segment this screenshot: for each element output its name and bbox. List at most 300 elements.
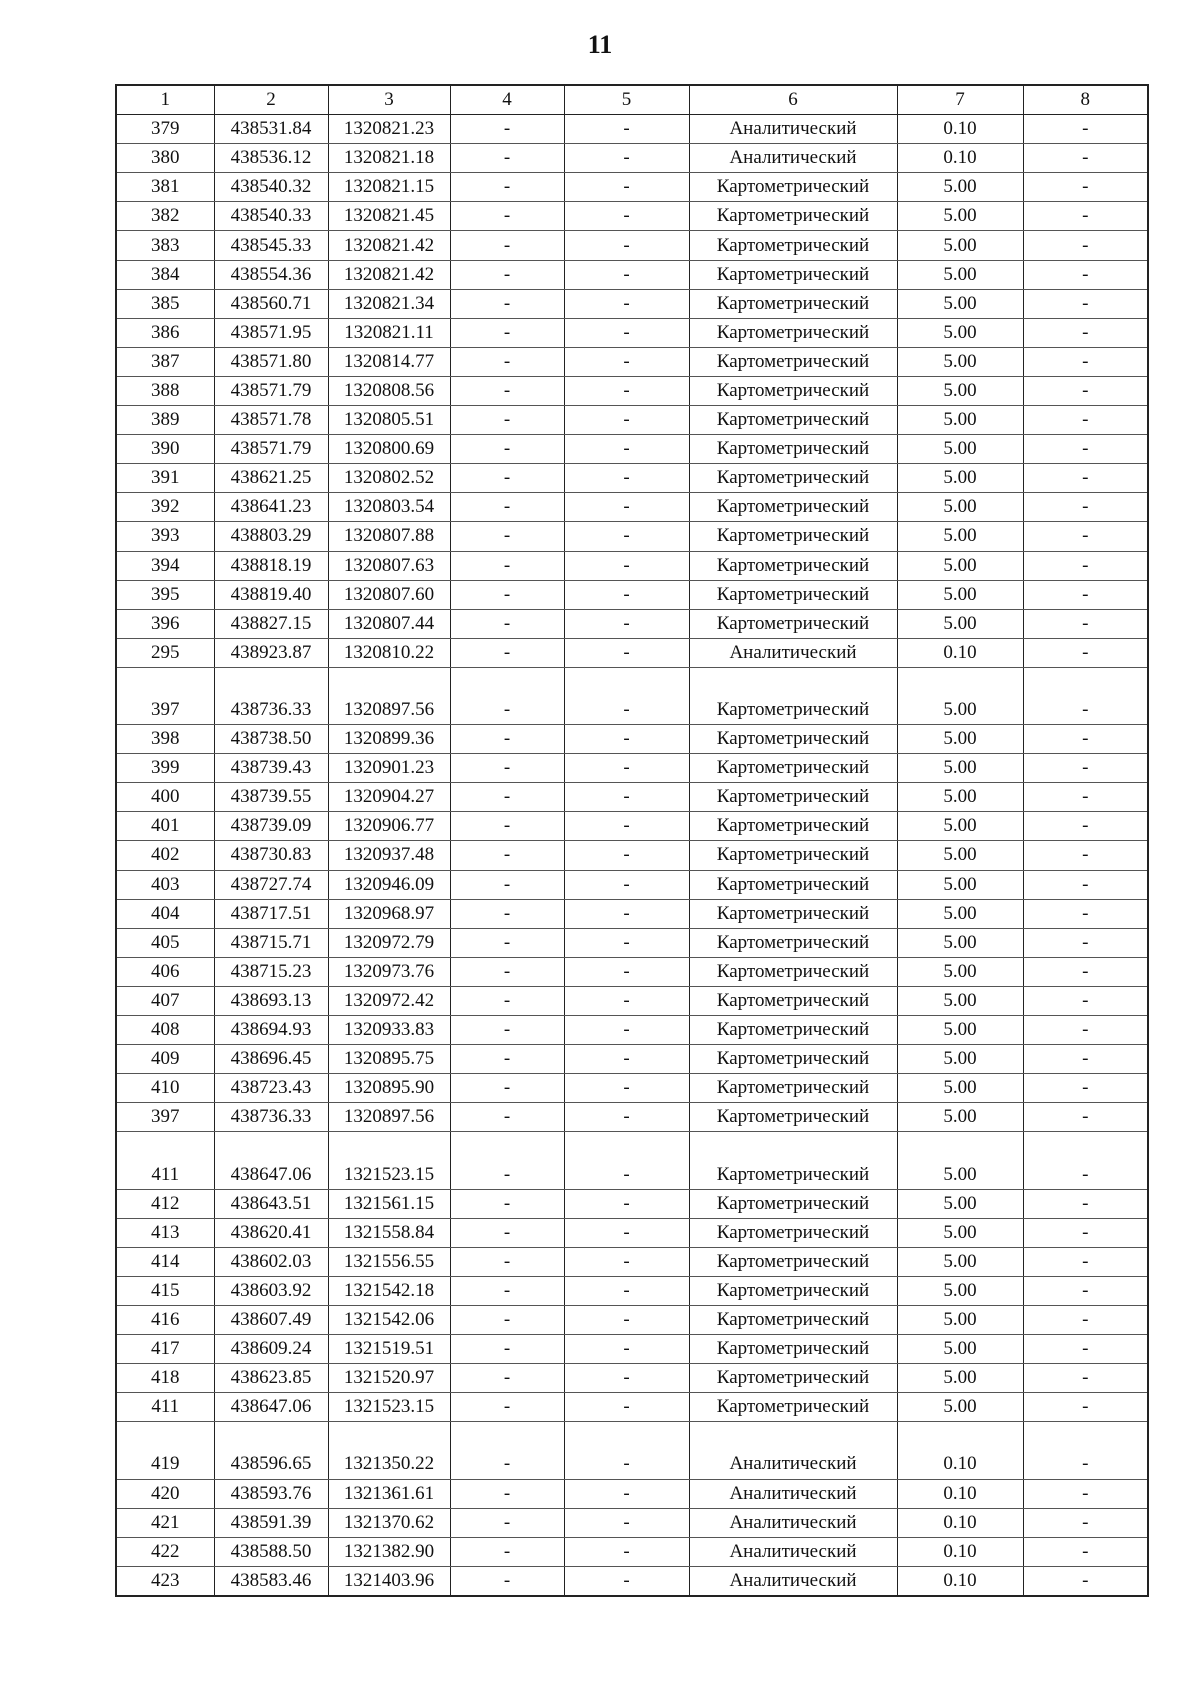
cell-accuracy: 5.00 bbox=[897, 464, 1023, 493]
table-row bbox=[116, 464, 1148, 493]
cell-y-coordinate: 1320821.11 bbox=[328, 318, 450, 347]
cell-x-coordinate: 438545.33 bbox=[214, 231, 328, 260]
header-cell-3: 3 bbox=[328, 85, 450, 115]
cell-point-number: 409 bbox=[116, 1045, 214, 1074]
cell-col-5: - bbox=[564, 725, 689, 754]
cell-col-5: - bbox=[564, 1537, 689, 1566]
cell-point-number: 380 bbox=[116, 144, 214, 173]
cell-col-4: - bbox=[450, 696, 564, 725]
cell-accuracy: 5.00 bbox=[897, 1364, 1023, 1393]
blank-separator-row bbox=[116, 1132, 1148, 1161]
table-row bbox=[116, 1335, 1148, 1364]
cell-col-8: - bbox=[1023, 609, 1148, 638]
table-row bbox=[116, 783, 1148, 812]
cell-col-8: - bbox=[1023, 173, 1148, 202]
cell-col-8: - bbox=[1023, 1450, 1148, 1479]
cell-x-coordinate: 438739.55 bbox=[214, 783, 328, 812]
cell-x-coordinate: 438554.36 bbox=[214, 260, 328, 289]
cell-col-5: - bbox=[564, 1450, 689, 1479]
cell-col-8: - bbox=[1023, 1508, 1148, 1537]
cell-col-5: - bbox=[564, 144, 689, 173]
cell-y-coordinate: 1321556.55 bbox=[328, 1247, 450, 1276]
cell-method: Картометрический bbox=[689, 1393, 897, 1422]
cell-method: Картометрический bbox=[689, 347, 897, 376]
cell-col-4: - bbox=[450, 260, 564, 289]
cell-point-number: 397 bbox=[116, 1103, 214, 1132]
cell-x-coordinate: 438643.51 bbox=[214, 1189, 328, 1218]
table-row bbox=[116, 638, 1148, 667]
cell-col-4: - bbox=[450, 289, 564, 318]
cell-col-8: - bbox=[1023, 1016, 1148, 1045]
cell-accuracy: 5.00 bbox=[897, 841, 1023, 870]
cell-x-coordinate: 438696.45 bbox=[214, 1045, 328, 1074]
cell-col-4: - bbox=[450, 406, 564, 435]
table-row bbox=[116, 841, 1148, 870]
cell-col-4: - bbox=[450, 1508, 564, 1537]
cell-col-8: - bbox=[1023, 1335, 1148, 1364]
cell-method: Картометрический bbox=[689, 522, 897, 551]
cell-col-4 bbox=[450, 1132, 564, 1161]
cell-y-coordinate: 1320807.44 bbox=[328, 609, 450, 638]
cell-y-coordinate: 1320821.45 bbox=[328, 202, 450, 231]
table-row bbox=[116, 522, 1148, 551]
cell-y-coordinate: 1320807.63 bbox=[328, 551, 450, 580]
cell-method: Картометрический bbox=[689, 376, 897, 405]
cell-col-4 bbox=[450, 1422, 564, 1451]
cell-method: Картометрический bbox=[689, 1189, 897, 1218]
header-cell-8: 8 bbox=[1023, 85, 1148, 115]
cell-method: Картометрический bbox=[689, 260, 897, 289]
table-row bbox=[116, 1450, 1148, 1479]
cell-col-5: - bbox=[564, 1364, 689, 1393]
cell-col-4: - bbox=[450, 1450, 564, 1479]
cell-method: Картометрический bbox=[689, 725, 897, 754]
cell-col-5: - bbox=[564, 783, 689, 812]
cell-col-4: - bbox=[450, 1364, 564, 1393]
cell-col-8: - bbox=[1023, 1537, 1148, 1566]
cell-col-5: - bbox=[564, 231, 689, 260]
cell-method: Аналитический bbox=[689, 115, 897, 144]
cell-col-5: - bbox=[564, 754, 689, 783]
cell-y-coordinate: 1320821.42 bbox=[328, 260, 450, 289]
blank-separator-row bbox=[116, 667, 1148, 696]
cell-method: Картометрический bbox=[689, 580, 897, 609]
cell-method: Картометрический bbox=[689, 1247, 897, 1276]
cell-col-4: - bbox=[450, 231, 564, 260]
cell-method: Картометрический bbox=[689, 754, 897, 783]
cell-point-number: 381 bbox=[116, 173, 214, 202]
cell-accuracy: 5.00 bbox=[897, 435, 1023, 464]
cell-method: Картометрический bbox=[689, 1305, 897, 1334]
cell-method: Картометрический bbox=[689, 986, 897, 1015]
cell-x-coordinate: 438647.06 bbox=[214, 1393, 328, 1422]
cell-col-8: - bbox=[1023, 1305, 1148, 1334]
cell-method: Аналитический bbox=[689, 1566, 897, 1596]
table-row bbox=[116, 725, 1148, 754]
table-row bbox=[116, 754, 1148, 783]
cell-col-4: - bbox=[450, 1335, 564, 1364]
cell-point-number: 403 bbox=[116, 870, 214, 899]
cell-y-coordinate: 1320968.97 bbox=[328, 899, 450, 928]
cell-col-8: - bbox=[1023, 435, 1148, 464]
cell-x-coordinate: 438803.29 bbox=[214, 522, 328, 551]
cell-y-coordinate: 1321542.06 bbox=[328, 1305, 450, 1334]
cell-col-4: - bbox=[450, 1537, 564, 1566]
cell-point-number: 394 bbox=[116, 551, 214, 580]
cell-method: Картометрический bbox=[689, 696, 897, 725]
table-body bbox=[116, 115, 1148, 1596]
cell-point-number: 411 bbox=[116, 1160, 214, 1189]
cell-y-coordinate: 1320821.42 bbox=[328, 231, 450, 260]
cell-y-coordinate: 1320810.22 bbox=[328, 638, 450, 667]
cell-accuracy: 5.00 bbox=[897, 725, 1023, 754]
cell-accuracy: 5.00 bbox=[897, 347, 1023, 376]
cell-y-coordinate: 1320897.56 bbox=[328, 696, 450, 725]
cell-x-coordinate bbox=[214, 1132, 328, 1161]
cell-y-coordinate: 1320973.76 bbox=[328, 957, 450, 986]
blank-separator-row bbox=[116, 1422, 1148, 1451]
cell-x-coordinate: 438560.71 bbox=[214, 289, 328, 318]
table-row bbox=[116, 173, 1148, 202]
cell-x-coordinate: 438591.39 bbox=[214, 1508, 328, 1537]
cell-col-5 bbox=[564, 667, 689, 696]
cell-y-coordinate: 1320895.90 bbox=[328, 1074, 450, 1103]
cell-method bbox=[689, 667, 897, 696]
cell-accuracy bbox=[897, 1132, 1023, 1161]
cell-point-number: 389 bbox=[116, 406, 214, 435]
cell-point-number: 422 bbox=[116, 1537, 214, 1566]
cell-x-coordinate: 438694.93 bbox=[214, 1016, 328, 1045]
table-row bbox=[116, 115, 1148, 144]
cell-col-5: - bbox=[564, 1479, 689, 1508]
cell-accuracy bbox=[897, 667, 1023, 696]
cell-y-coordinate: 1321542.18 bbox=[328, 1276, 450, 1305]
cell-x-coordinate: 438620.41 bbox=[214, 1218, 328, 1247]
table-row bbox=[116, 1393, 1148, 1422]
cell-y-coordinate: 1321523.15 bbox=[328, 1160, 450, 1189]
cell-col-4: - bbox=[450, 1160, 564, 1189]
cell-x-coordinate bbox=[214, 667, 328, 696]
cell-y-coordinate: 1320906.77 bbox=[328, 812, 450, 841]
cell-method: Аналитический bbox=[689, 1450, 897, 1479]
cell-y-coordinate: 1321520.97 bbox=[328, 1364, 450, 1393]
cell-col-8: - bbox=[1023, 725, 1148, 754]
cell-col-5: - bbox=[564, 1045, 689, 1074]
cell-col-4: - bbox=[450, 812, 564, 841]
cell-col-4: - bbox=[450, 173, 564, 202]
cell-col-4: - bbox=[450, 957, 564, 986]
cell-accuracy: 5.00 bbox=[897, 289, 1023, 318]
cell-x-coordinate: 438730.83 bbox=[214, 841, 328, 870]
cell-accuracy: 5.00 bbox=[897, 1045, 1023, 1074]
cell-x-coordinate: 438738.50 bbox=[214, 725, 328, 754]
cell-accuracy: 5.00 bbox=[897, 260, 1023, 289]
cell-method: Картометрический bbox=[689, 289, 897, 318]
cell-accuracy: 5.00 bbox=[897, 1016, 1023, 1045]
cell-x-coordinate: 438819.40 bbox=[214, 580, 328, 609]
cell-point-number: 388 bbox=[116, 376, 214, 405]
cell-y-coordinate bbox=[328, 667, 450, 696]
cell-col-5: - bbox=[564, 696, 689, 725]
cell-y-coordinate bbox=[328, 1132, 450, 1161]
cell-col-5: - bbox=[564, 1218, 689, 1247]
cell-col-4: - bbox=[450, 435, 564, 464]
cell-col-4: - bbox=[450, 202, 564, 231]
table-row bbox=[116, 1364, 1148, 1393]
cell-col-5: - bbox=[564, 1276, 689, 1305]
cell-col-8: - bbox=[1023, 493, 1148, 522]
cell-col-8: - bbox=[1023, 347, 1148, 376]
cell-col-5: - bbox=[564, 493, 689, 522]
cell-col-5 bbox=[564, 1132, 689, 1161]
table-row bbox=[116, 1247, 1148, 1276]
cell-col-5: - bbox=[564, 1508, 689, 1537]
cell-col-5: - bbox=[564, 1393, 689, 1422]
cell-accuracy: 0.10 bbox=[897, 1508, 1023, 1537]
cell-x-coordinate: 438571.79 bbox=[214, 435, 328, 464]
cell-col-8: - bbox=[1023, 580, 1148, 609]
cell-col-8: - bbox=[1023, 841, 1148, 870]
cell-point-number bbox=[116, 667, 214, 696]
header-cell-1: 1 bbox=[116, 85, 214, 115]
cell-point-number: 382 bbox=[116, 202, 214, 231]
cell-col-8 bbox=[1023, 1132, 1148, 1161]
cell-method: Аналитический bbox=[689, 1537, 897, 1566]
cell-col-4: - bbox=[450, 464, 564, 493]
cell-method: Картометрический bbox=[689, 1074, 897, 1103]
cell-col-4: - bbox=[450, 609, 564, 638]
cell-point-number: 379 bbox=[116, 115, 214, 144]
header-cell-7: 7 bbox=[897, 85, 1023, 115]
cell-y-coordinate: 1321523.15 bbox=[328, 1393, 450, 1422]
cell-col-5: - bbox=[564, 870, 689, 899]
cell-col-5: - bbox=[564, 928, 689, 957]
cell-y-coordinate: 1321382.90 bbox=[328, 1537, 450, 1566]
cell-accuracy: 0.10 bbox=[897, 1537, 1023, 1566]
table-row bbox=[116, 580, 1148, 609]
cell-accuracy: 0.10 bbox=[897, 1566, 1023, 1596]
cell-x-coordinate: 438623.85 bbox=[214, 1364, 328, 1393]
cell-x-coordinate: 438739.09 bbox=[214, 812, 328, 841]
cell-col-5: - bbox=[564, 260, 689, 289]
cell-y-coordinate: 1320821.23 bbox=[328, 115, 450, 144]
cell-method: Картометрический bbox=[689, 899, 897, 928]
cell-col-5: - bbox=[564, 406, 689, 435]
cell-col-5: - bbox=[564, 812, 689, 841]
table-row bbox=[116, 1218, 1148, 1247]
cell-col-8: - bbox=[1023, 928, 1148, 957]
cell-col-4: - bbox=[450, 580, 564, 609]
table-row bbox=[116, 1189, 1148, 1218]
cell-y-coordinate: 1320933.83 bbox=[328, 1016, 450, 1045]
cell-y-coordinate: 1320937.48 bbox=[328, 841, 450, 870]
cell-point-number: 410 bbox=[116, 1074, 214, 1103]
cell-point-number: 404 bbox=[116, 899, 214, 928]
cell-col-8: - bbox=[1023, 144, 1148, 173]
cell-x-coordinate: 438588.50 bbox=[214, 1537, 328, 1566]
cell-col-4: - bbox=[450, 493, 564, 522]
cell-accuracy: 5.00 bbox=[897, 870, 1023, 899]
cell-method: Картометрический bbox=[689, 202, 897, 231]
cell-col-8: - bbox=[1023, 231, 1148, 260]
table-row bbox=[116, 957, 1148, 986]
cell-col-5: - bbox=[564, 1305, 689, 1334]
cell-x-coordinate: 438536.12 bbox=[214, 144, 328, 173]
table-row bbox=[116, 986, 1148, 1015]
cell-point-number: 421 bbox=[116, 1508, 214, 1537]
cell-accuracy: 5.00 bbox=[897, 1305, 1023, 1334]
table-row bbox=[116, 609, 1148, 638]
cell-col-8: - bbox=[1023, 1045, 1148, 1074]
cell-method: Картометрический bbox=[689, 318, 897, 347]
cell-method: Картометрический bbox=[689, 1160, 897, 1189]
cell-col-8: - bbox=[1023, 260, 1148, 289]
cell-accuracy: 5.00 bbox=[897, 551, 1023, 580]
cell-method bbox=[689, 1422, 897, 1451]
cell-y-coordinate: 1320904.27 bbox=[328, 783, 450, 812]
page-number: 11 bbox=[587, 30, 613, 59]
cell-accuracy: 5.00 bbox=[897, 1335, 1023, 1364]
header-row bbox=[116, 85, 1148, 115]
cell-col-4: - bbox=[450, 1566, 564, 1596]
cell-y-coordinate: 1320807.60 bbox=[328, 580, 450, 609]
cell-accuracy: 0.10 bbox=[897, 144, 1023, 173]
cell-accuracy: 5.00 bbox=[897, 406, 1023, 435]
cell-point-number: 401 bbox=[116, 812, 214, 841]
cell-col-4: - bbox=[450, 1305, 564, 1334]
cell-point-number: 418 bbox=[116, 1364, 214, 1393]
cell-method: Аналитический bbox=[689, 1479, 897, 1508]
cell-y-coordinate: 1320808.56 bbox=[328, 376, 450, 405]
cell-method: Картометрический bbox=[689, 1276, 897, 1305]
cell-col-8: - bbox=[1023, 986, 1148, 1015]
cell-method: Картометрический bbox=[689, 783, 897, 812]
cell-x-coordinate: 438818.19 bbox=[214, 551, 328, 580]
cell-col-4: - bbox=[450, 928, 564, 957]
table-row bbox=[116, 1508, 1148, 1537]
cell-point-number: 384 bbox=[116, 260, 214, 289]
cell-method: Картометрический bbox=[689, 231, 897, 260]
cell-col-4: - bbox=[450, 1016, 564, 1045]
table-row bbox=[116, 231, 1148, 260]
cell-x-coordinate: 438715.71 bbox=[214, 928, 328, 957]
cell-col-5: - bbox=[564, 1247, 689, 1276]
cell-x-coordinate: 438723.43 bbox=[214, 1074, 328, 1103]
table-row bbox=[116, 202, 1148, 231]
cell-method: Картометрический bbox=[689, 1016, 897, 1045]
cell-col-4: - bbox=[450, 522, 564, 551]
cell-point-number: 405 bbox=[116, 928, 214, 957]
cell-x-coordinate: 438596.65 bbox=[214, 1450, 328, 1479]
cell-x-coordinate: 438717.51 bbox=[214, 899, 328, 928]
cell-y-coordinate: 1321403.96 bbox=[328, 1566, 450, 1596]
cell-col-4 bbox=[450, 667, 564, 696]
cell-col-8: - bbox=[1023, 522, 1148, 551]
table-row bbox=[116, 318, 1148, 347]
cell-col-4: - bbox=[450, 318, 564, 347]
cell-col-8: - bbox=[1023, 318, 1148, 347]
cell-y-coordinate: 1320901.23 bbox=[328, 754, 450, 783]
cell-method: Картометрический bbox=[689, 551, 897, 580]
cell-y-coordinate: 1321558.84 bbox=[328, 1218, 450, 1247]
cell-y-coordinate: 1320802.52 bbox=[328, 464, 450, 493]
cell-col-4: - bbox=[450, 1074, 564, 1103]
cell-method: Картометрический bbox=[689, 812, 897, 841]
cell-col-5: - bbox=[564, 841, 689, 870]
cell-point-number: 416 bbox=[116, 1305, 214, 1334]
cell-col-5: - bbox=[564, 1103, 689, 1132]
cell-y-coordinate: 1320972.42 bbox=[328, 986, 450, 1015]
cell-accuracy: 5.00 bbox=[897, 173, 1023, 202]
cell-point-number: 406 bbox=[116, 957, 214, 986]
cell-method: Картометрический bbox=[689, 493, 897, 522]
cell-col-5: - bbox=[564, 318, 689, 347]
cell-accuracy: 0.10 bbox=[897, 115, 1023, 144]
cell-col-4: - bbox=[450, 754, 564, 783]
cell-col-5: - bbox=[564, 522, 689, 551]
header-cell-2: 2 bbox=[214, 85, 328, 115]
cell-y-coordinate: 1320821.15 bbox=[328, 173, 450, 202]
cell-point-number bbox=[116, 1422, 214, 1451]
cell-x-coordinate: 438739.43 bbox=[214, 754, 328, 783]
cell-col-4: - bbox=[450, 1045, 564, 1074]
cell-col-4: - bbox=[450, 638, 564, 667]
cell-col-5: - bbox=[564, 551, 689, 580]
cell-accuracy: 0.10 bbox=[897, 1479, 1023, 1508]
cell-point-number: 413 bbox=[116, 1218, 214, 1247]
cell-col-8: - bbox=[1023, 1393, 1148, 1422]
cell-point-number: 390 bbox=[116, 435, 214, 464]
cell-col-5: - bbox=[564, 1566, 689, 1596]
cell-col-8: - bbox=[1023, 1479, 1148, 1508]
cell-point-number: 396 bbox=[116, 609, 214, 638]
cell-accuracy: 5.00 bbox=[897, 580, 1023, 609]
cell-col-5: - bbox=[564, 173, 689, 202]
cell-col-5: - bbox=[564, 1016, 689, 1045]
cell-x-coordinate: 438571.95 bbox=[214, 318, 328, 347]
table-row bbox=[116, 144, 1148, 173]
cell-point-number: 398 bbox=[116, 725, 214, 754]
cell-col-8: - bbox=[1023, 376, 1148, 405]
cell-col-5: - bbox=[564, 464, 689, 493]
cell-accuracy: 5.00 bbox=[897, 231, 1023, 260]
cell-col-5: - bbox=[564, 580, 689, 609]
cell-col-4: - bbox=[450, 725, 564, 754]
cell-point-number: 412 bbox=[116, 1189, 214, 1218]
cell-col-5: - bbox=[564, 609, 689, 638]
cell-point-number: 419 bbox=[116, 1450, 214, 1479]
cell-point-number: 392 bbox=[116, 493, 214, 522]
cell-x-coordinate: 438621.25 bbox=[214, 464, 328, 493]
cell-col-8: - bbox=[1023, 783, 1148, 812]
table-row bbox=[116, 928, 1148, 957]
cell-col-4: - bbox=[450, 841, 564, 870]
cell-x-coordinate: 438540.33 bbox=[214, 202, 328, 231]
cell-y-coordinate: 1321370.62 bbox=[328, 1508, 450, 1537]
cell-col-5: - bbox=[564, 1335, 689, 1364]
cell-x-coordinate: 438641.23 bbox=[214, 493, 328, 522]
cell-x-coordinate bbox=[214, 1422, 328, 1451]
cell-accuracy: 5.00 bbox=[897, 1247, 1023, 1276]
table-header bbox=[116, 85, 1148, 115]
table-row bbox=[116, 435, 1148, 464]
cell-y-coordinate: 1321350.22 bbox=[328, 1450, 450, 1479]
cell-accuracy: 5.00 bbox=[897, 609, 1023, 638]
cell-point-number: 387 bbox=[116, 347, 214, 376]
cell-col-5: - bbox=[564, 638, 689, 667]
cell-col-8: - bbox=[1023, 1218, 1148, 1247]
cell-x-coordinate: 438736.33 bbox=[214, 696, 328, 725]
